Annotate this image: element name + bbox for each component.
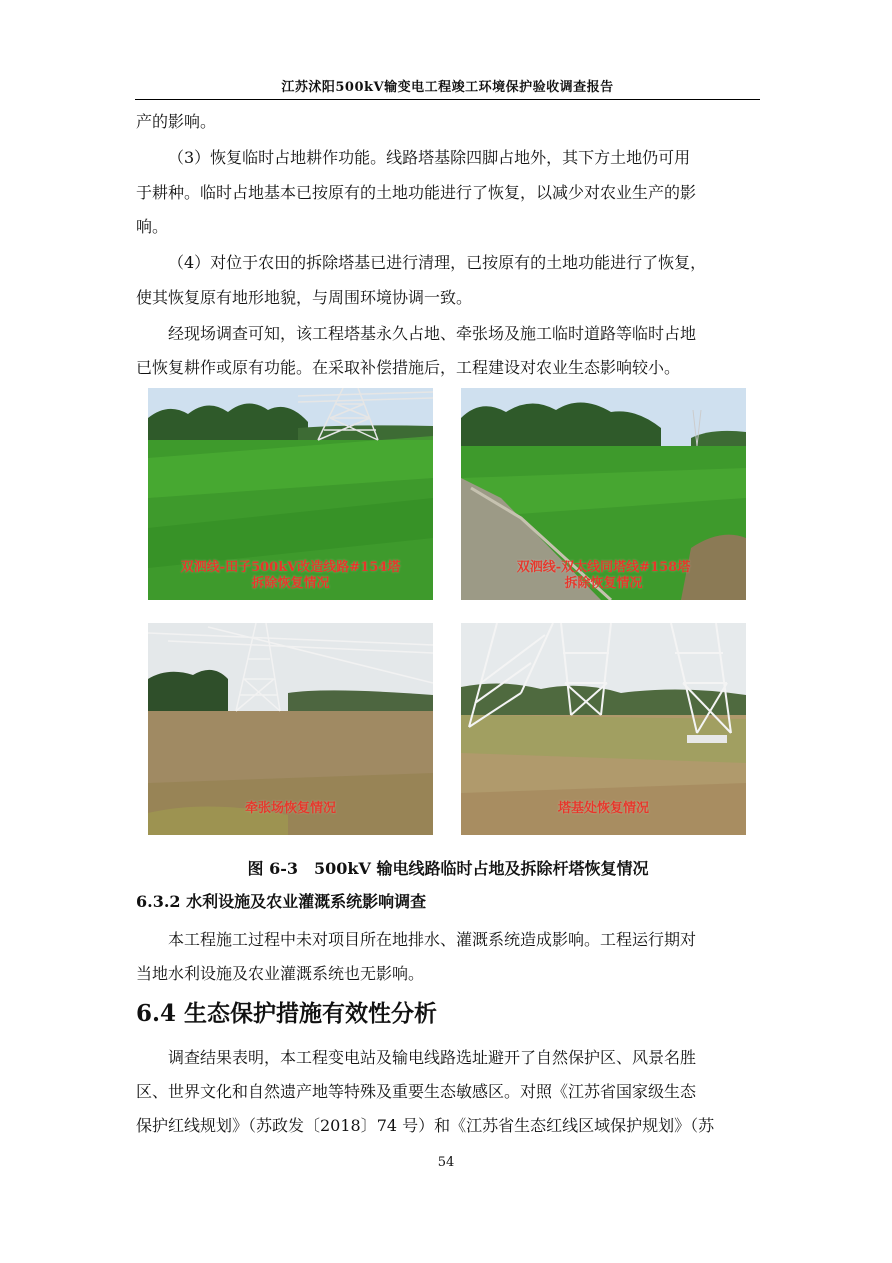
page-number: 54 <box>437 1155 455 1170</box>
photo-caption-line: 双泗线-田子500kV改造线路#154塔 <box>180 560 401 575</box>
paragraph-line: 调查结果表明，本工程变电站及输电线路选址避开了自然保护区、风景名胜 <box>168 1048 697 1067</box>
paragraph-line: 响。 <box>136 217 169 236</box>
section-heading-6-4: 6.4 生态保护措施有效性分析 <box>136 1000 438 1027</box>
paragraph-line: 区、世界文化和自然遗产地等特殊及重要生态敏感区。对照《江苏省国家级生态 <box>136 1082 697 1101</box>
photo-caption-line: 双泗线-双太线同塔线#158塔 <box>516 560 691 575</box>
photo-caption-line: 拆除恢复情况 <box>251 576 330 591</box>
photo-field-tower-158 <box>461 388 746 600</box>
photo-caption-line: 塔基处恢复情况 <box>557 801 649 816</box>
header-rule <box>135 99 760 100</box>
photo-tower-base <box>461 623 746 835</box>
paragraph-line: （3）恢复临时占地耕作功能。线路塔基除四脚占地外，其下方土地仍可用 <box>168 148 691 167</box>
photo-caption <box>148 560 433 592</box>
paragraph-line: 本工程施工过程中未对项目所在地排水、灌溉系统造成影响。工程运行期对 <box>168 930 697 949</box>
figure-caption: 图 6-3 500kV 输电线路临时占地及拆除杆塔恢复情况 <box>247 859 649 878</box>
photo-tension-site <box>148 623 433 835</box>
paragraph-line: 产的影响。 <box>136 112 217 131</box>
photo-caption <box>461 560 746 592</box>
paragraph-line: 使其恢复原有地形地貌，与周围环境协调一致。 <box>136 288 473 307</box>
section-heading-6-3-2: 6.3.2 水利设施及农业灌溉系统影响调查 <box>136 892 427 911</box>
photo-caption <box>148 801 433 817</box>
paragraph-line: 当地水利设施及农业灌溉系统也无影响。 <box>136 964 425 983</box>
paragraph-line: 于耕种。临时占地基本已按原有的土地功能进行了恢复，以减少对农业生产的影 <box>136 183 697 202</box>
photo-caption-line: 拆除恢复情况 <box>564 576 643 591</box>
photo-field-tower-154 <box>148 388 433 600</box>
photo-caption-line: 牵张场恢复情况 <box>244 801 336 816</box>
paragraph-line: 保护红线规划》（苏政发〔2018〕74 号）和《江苏省生态红线区域保护规划》（苏 <box>136 1116 715 1135</box>
running-header: 江苏沭阳500kV输变电工程竣工环境保护验收调查报告 <box>281 80 614 95</box>
paragraph-line: 经现场调查可知，该工程塔基永久占地、牵张场及施工临时道路等临时占地 <box>168 324 697 343</box>
photo-caption <box>461 801 746 817</box>
paragraph-line: （4）对位于农田的拆除塔基已进行清理，已按原有的土地功能进行了恢复， <box>168 253 707 272</box>
paragraph-line: 已恢复耕作或原有功能。在采取补偿措施后，工程建设对农业生态影响较小。 <box>136 358 681 377</box>
